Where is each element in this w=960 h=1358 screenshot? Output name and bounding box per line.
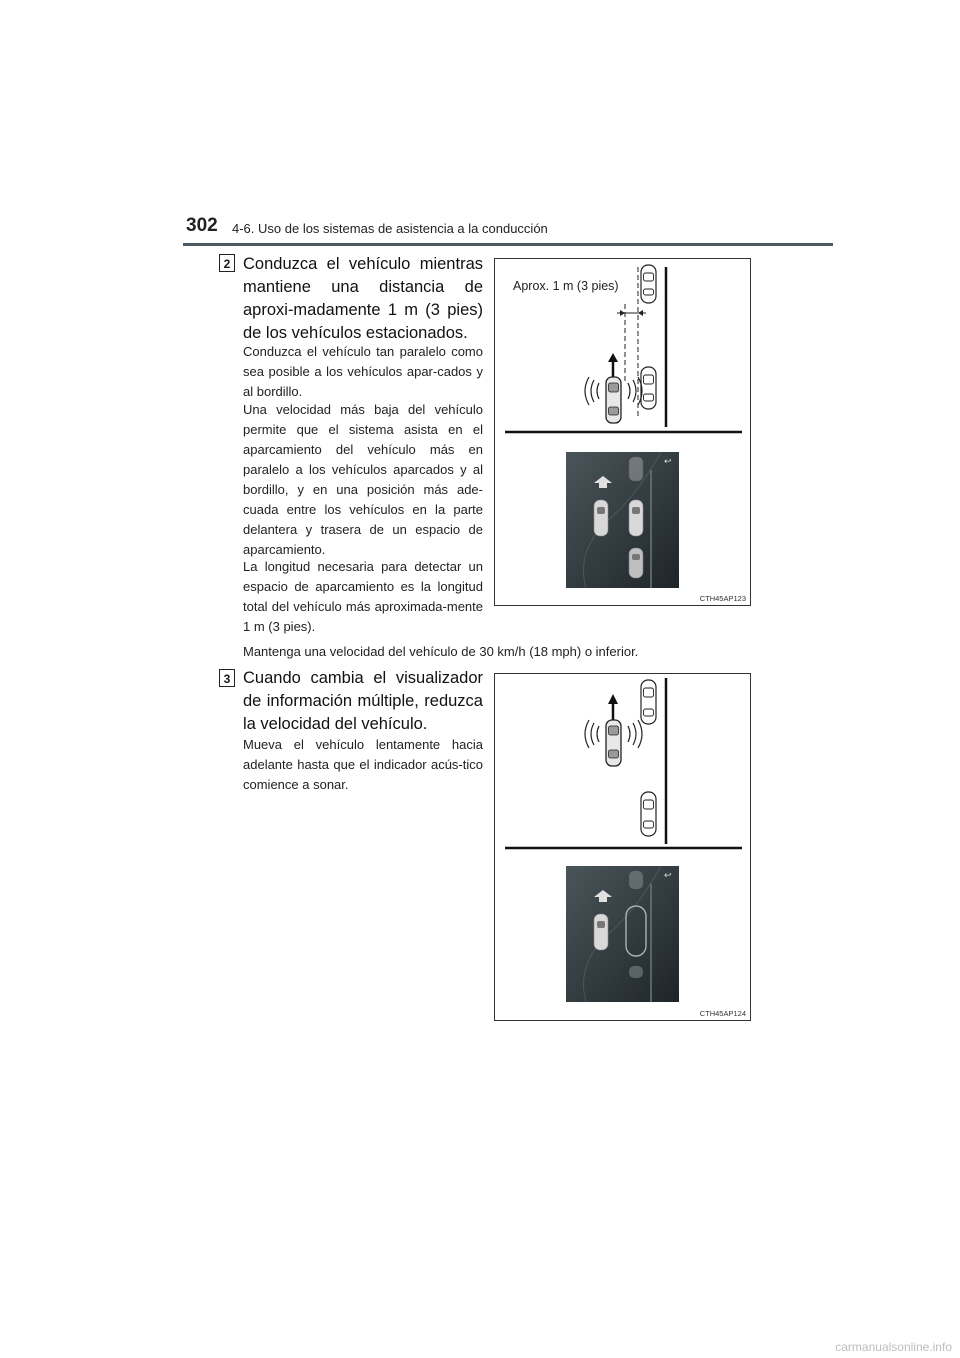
step-3-paragraph: Mueva el vehículo lentamente hacia adelante hasta que el indicador acús-tico comience a sonar. <box>243 737 483 792</box>
step-2-paragraph: Una velocidad más baja del vehículo permite que el sistema asista en el aparcamiento del vehículo más en paralelo a los vehículos aparcados y al bordillo, y en una posición más ade-cuada entre los vehículos en la parte delantera y trasera de un espacio de aparcamiento. <box>243 402 483 557</box>
figure-code: CTH45AP124 <box>699 1009 746 1018</box>
figure-distance-parking <box>494 258 751 606</box>
step-2-badge: 2 <box>219 254 235 272</box>
return-icon: ↩ <box>664 871 672 881</box>
return-icon: ↩ <box>664 457 672 467</box>
step-2-heading: Conduzca el vehículo mientras mantiene una distancia de aproxi-madamente 1 m (3 pies) de los vehículos estacionados. <box>243 255 483 342</box>
step-2-paragraph: La longitud necesaria para detectar un espacio de aparcamiento es la longitud total del vehículo más aproximada-mente 1 m (3 pies). <box>243 559 483 634</box>
parked-car-icon <box>641 792 656 836</box>
parked-car-icon <box>641 367 656 409</box>
figure-code: CTH45AP123 <box>699 594 746 603</box>
own-vehicle-icon <box>606 720 621 766</box>
figure-slow-down <box>494 673 751 1021</box>
watermark: carmanualsonline.info <box>835 1340 952 1354</box>
parked-car-icon <box>641 265 656 303</box>
section-title: 4-6. Uso de los sistemas de asistencia a la conducción <box>232 221 548 236</box>
distance-label: Aprox. 1 m (3 pies) <box>513 279 619 293</box>
multi-information-display <box>566 866 679 1002</box>
step-3-badge: 3 <box>219 669 235 687</box>
page-number: 302 <box>186 215 218 236</box>
step-3-heading: Cuando cambia el visualizador de información múltiple, reduzca la velocidad del vehículo. <box>243 669 483 733</box>
figure-2-illustration <box>495 674 750 1020</box>
figure-1-illustration <box>495 259 750 605</box>
own-vehicle-icon <box>606 377 621 423</box>
multi-information-display <box>566 452 679 588</box>
speed-note: Mantenga una velocidad del vehículo de 30 km/h (18 mph) o inferior. <box>243 644 639 659</box>
step-2-paragraph: Conduzca el vehículo tan paralelo como sea posible a los vehículos apar-cados y al bordillo. <box>243 344 483 399</box>
parked-car-icon <box>641 680 656 724</box>
header-rule <box>183 243 833 246</box>
